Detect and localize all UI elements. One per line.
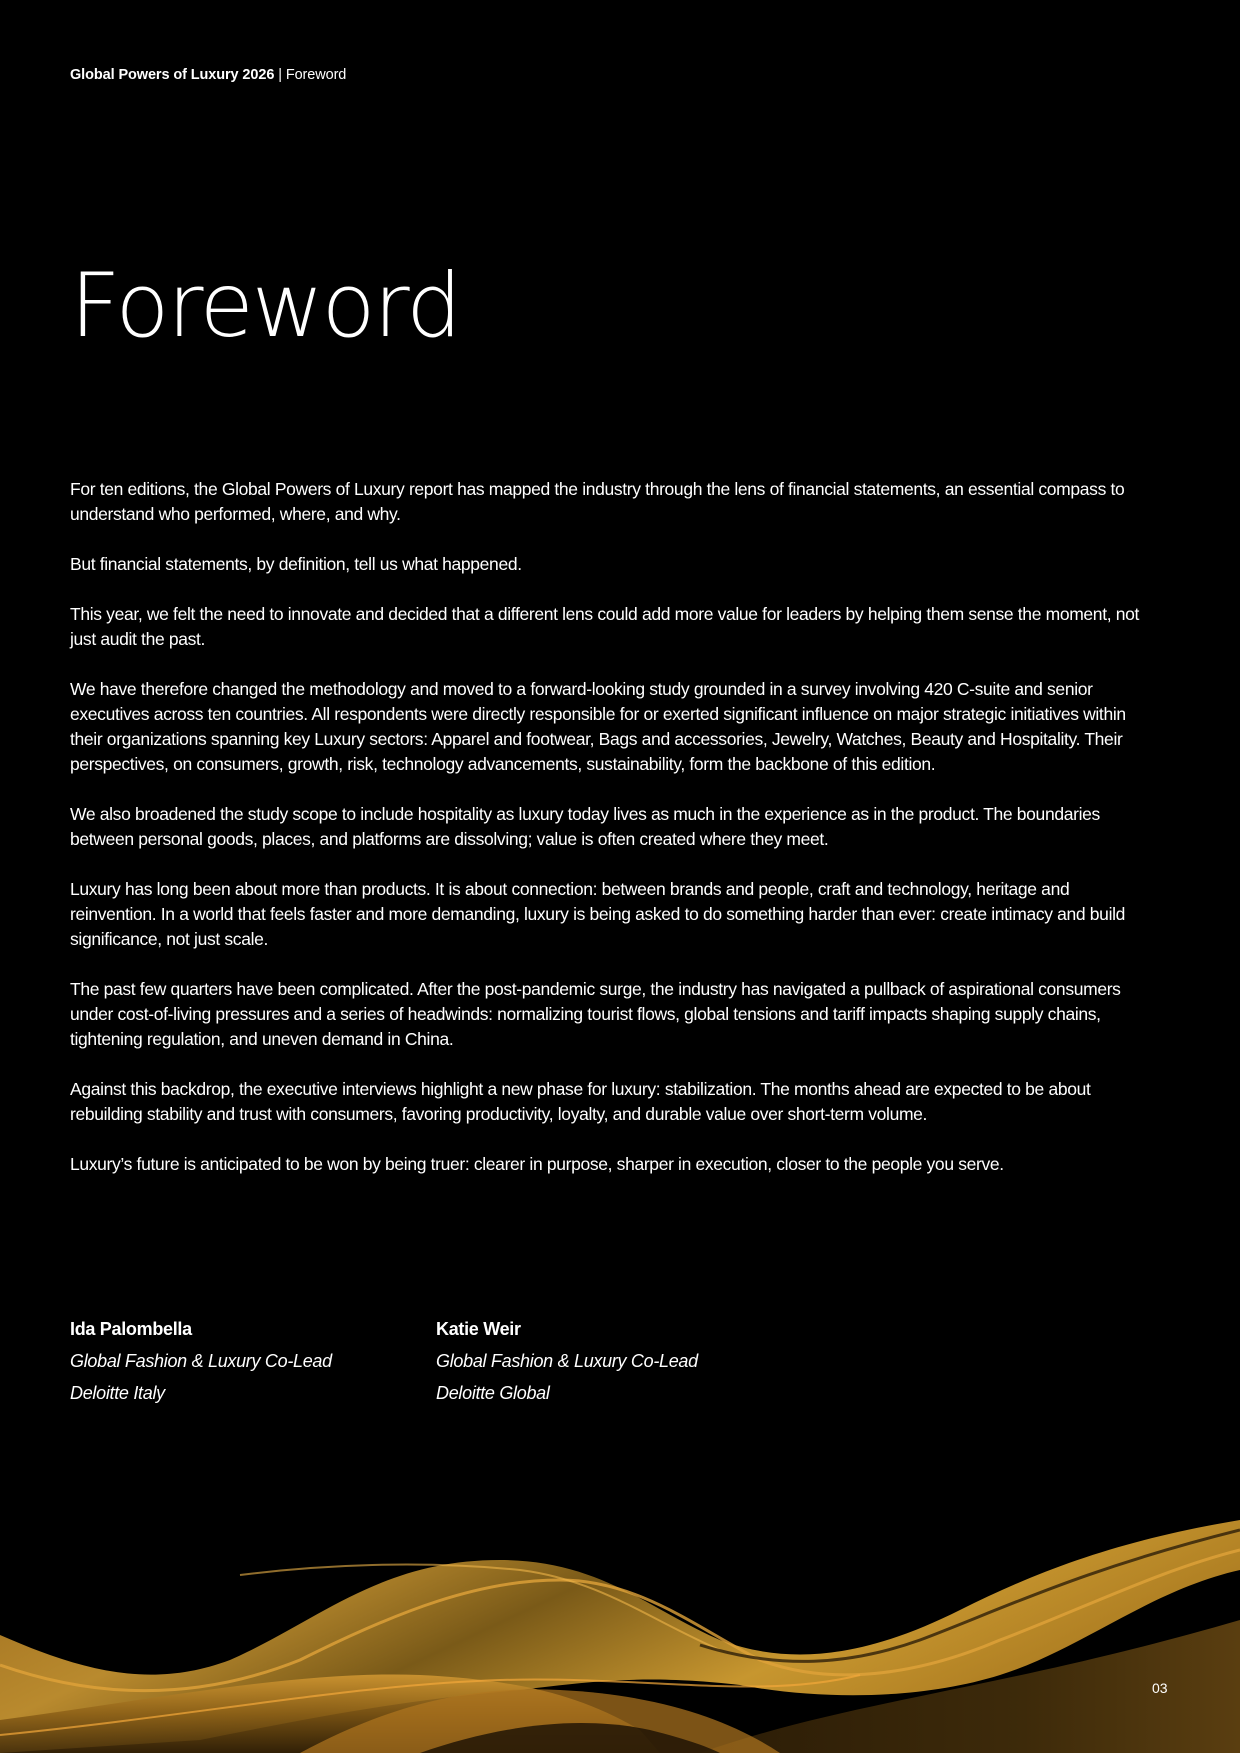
signatory-name: Katie Weir xyxy=(436,1319,521,1339)
report-title: Global Powers of Luxury 2026 xyxy=(70,67,275,83)
signatures xyxy=(70,1313,802,1409)
foreword-body xyxy=(70,477,1150,1202)
section-name: Foreword xyxy=(285,67,347,83)
running-header xyxy=(70,67,346,83)
header-separator: | xyxy=(274,67,286,83)
signatory-org: Deloitte Italy xyxy=(70,1383,165,1403)
paragraph: We also broadened the study scope to include hospitality as luxury today lives as much in the experience as in the product. The boundaries between personal goods, places, and platforms are dissolving; value is often created where they meet. xyxy=(70,804,1100,849)
paragraph: Luxury has long been about more than products. It is about connection: between brands and people, craft and technology, heritage and reinvention. In a world that feels faster and more demanding, luxury is being asked to do something harder than ever: create intimacy and build significance, not just scale. xyxy=(70,879,1126,949)
signatory-org: Deloitte Global xyxy=(436,1383,550,1403)
signatory-role: Global Fashion & Luxury Co-Lead xyxy=(70,1351,332,1371)
paragraph: Luxury’s future is anticipated to be won by being truer: clearer in purpose, sharper in execution, closer to the people you serve. xyxy=(70,1154,1004,1174)
paragraph: This year, we felt the need to innovate and decided that a different lens could add more value for leaders by helping them sense the moment, not just audit the past. xyxy=(70,604,1140,649)
signatory-role: Global Fashion & Luxury Co-Lead xyxy=(436,1351,698,1371)
paragraph: But financial statements, by definition, tell us what happened. xyxy=(70,554,522,574)
page-title: Foreword xyxy=(70,254,461,357)
signatory-name: Ida Palombella xyxy=(70,1319,192,1339)
paragraph: We have therefore changed the methodology and moved to a forward-looking study grounded in a survey involving 420 C-suite and senior executives across ten countries. All respondents were directly responsible for or exerted significant influence on major strategic initiatives within their organizations spanning key Luxury sectors: Apparel and footwear, Bags and accessories, Jewelry, Watches, Beauty and Hospitality. Their perspectives, on consumers, growth, risk, technology advancements, sustainability, form the backbone of this edition. xyxy=(70,679,1126,774)
gold-wave-decoration xyxy=(0,1500,1240,1753)
signatory xyxy=(436,1313,802,1409)
paragraph: The past few quarters have been complicated. After the post-pandemic surge, the industry has navigated a pullback of aspirational consumers under cost-of-living pressures and a series of headwinds: normalizing tourist flows, global tensions and tariff impacts shaping supply chains, tightening regulation, and uneven demand in China. xyxy=(70,979,1121,1049)
page-number: 03 xyxy=(1152,1680,1168,1696)
paragraph: Against this backdrop, the executive interviews highlight a new phase for luxury: stabilization. The months ahead are expected to be about rebuilding stability and trust with consumers, favoring productivity, loyalty, and durable value over short-term volume. xyxy=(70,1079,1091,1124)
paragraph: For ten editions, the Global Powers of Luxury report has mapped the industry through the lens of financial statements, an essential compass to understand who performed, where, and why. xyxy=(70,479,1125,524)
signatory xyxy=(70,1313,436,1409)
